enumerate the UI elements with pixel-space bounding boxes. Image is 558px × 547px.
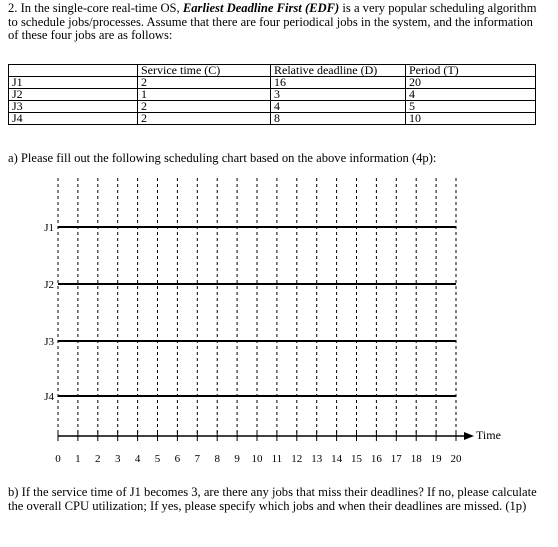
time-tick-label: 12: [291, 453, 303, 465]
table-cell: 20: [406, 77, 536, 89]
question-2-text: [8, 2, 538, 43]
table-header-cell: [9, 65, 138, 77]
table-cell: 5: [406, 101, 536, 113]
table-cell: 3: [271, 89, 406, 101]
scheduling-chart: [0, 170, 558, 470]
table-cell: J2: [9, 89, 138, 101]
table-header-cell: Service time (C): [138, 65, 271, 77]
time-tick-label: 19: [430, 453, 442, 465]
time-tick-label: 14: [331, 453, 343, 465]
table-cell: 4: [406, 89, 536, 101]
part-b-text: b) If the service time of J1 becomes 3, are there any jobs that miss their deadlines? If no, please calculate the overall CPU utilization; If yes, please specify which jobs and when their deadlines are missed. (1p): [8, 485, 537, 513]
job-parameters-table: [8, 64, 536, 125]
job-row-label: J4: [44, 391, 54, 403]
table-cell: 2: [138, 113, 271, 125]
time-tick-label: 18: [410, 453, 422, 465]
table-row: [9, 77, 536, 89]
time-tick-label: 0: [55, 453, 61, 465]
time-tick-label: 5: [154, 453, 161, 465]
table-cell: J1: [9, 77, 138, 89]
table-header-cell: Period (T): [406, 65, 536, 77]
time-tick-label: 4: [134, 453, 141, 465]
job-row-label: J3: [44, 336, 54, 348]
table-cell: J4: [9, 113, 138, 125]
time-tick-label: 9: [234, 453, 240, 465]
question-2-suffix: is a very popular scheduling algorithm to schedule jobs/processes. Assume that there are four periodical jobs in the system, and the information of these four jobs are as follows:: [8, 1, 537, 42]
question-2-emphasis: Earliest Deadline First (EDF): [182, 1, 340, 15]
time-tick-label: 15: [351, 453, 362, 465]
time-tick-label: 6: [174, 453, 181, 465]
time-tick-label: 7: [194, 453, 201, 465]
time-tick-label: 11: [271, 453, 283, 465]
time-tick-label: 3: [114, 453, 121, 465]
job-row-label: J1: [44, 222, 54, 234]
table-row: [9, 113, 536, 125]
table-header-cell: Relative deadline (D): [271, 65, 406, 77]
time-tick-label: 17: [390, 453, 402, 465]
table-cell: 8: [271, 113, 406, 125]
time-axis-arrow: [464, 432, 474, 440]
time-tick-label: 10: [251, 453, 263, 465]
part-a-text: a) Please fill out the following scheduling chart based on the above information (4p):: [8, 151, 437, 165]
question-2-prefix: 2. In the single-core real-time OS,: [8, 1, 183, 15]
time-axis-label: Time: [476, 428, 501, 442]
table-cell: J3: [9, 101, 138, 113]
table-cell: 2: [138, 77, 271, 89]
time-tick-label: 13: [311, 453, 323, 465]
time-tick-label: 2: [95, 453, 101, 465]
time-tick-label: 16: [370, 453, 382, 465]
table-row: [9, 89, 536, 101]
table-row: [9, 101, 536, 113]
table-cell: 16: [271, 77, 406, 89]
job-row-label: J2: [44, 279, 54, 291]
time-tick-label: 20: [450, 453, 462, 465]
table-cell: 2: [138, 101, 271, 113]
table-cell: 1: [138, 89, 271, 101]
table-cell: 10: [406, 113, 536, 125]
table-header-row: [9, 65, 536, 77]
table-cell: 4: [271, 101, 406, 113]
time-tick-label: 1: [75, 453, 81, 465]
time-tick-label: 8: [214, 453, 220, 465]
